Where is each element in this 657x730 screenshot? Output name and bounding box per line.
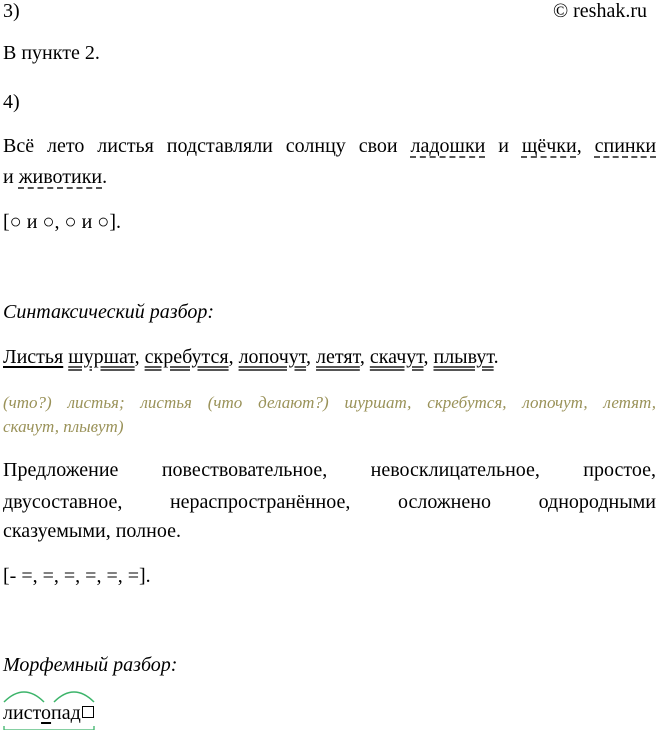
- comma: ,: [134, 346, 145, 368]
- syntax-heading: Синтаксический разбор:: [3, 301, 215, 323]
- homogeneous-object: щёчки: [521, 135, 577, 157]
- root-arc: [4, 692, 44, 702]
- watermark: © reshak.ru: [552, 0, 647, 22]
- comma: ,: [228, 346, 239, 368]
- item4-scheme: [○ и ○, ○ и ○].: [3, 211, 122, 233]
- stem-bracket: [4, 726, 94, 730]
- root-arc: [54, 692, 94, 702]
- conjunction: и: [3, 166, 19, 188]
- item4-number: 4): [3, 91, 20, 113]
- predicate-word: летят: [316, 346, 360, 368]
- connecting-vowel: о: [41, 702, 52, 724]
- sentence-line-1: [3, 133, 656, 159]
- homogeneous-object: животики: [18, 166, 103, 188]
- sentence-text: Всё лето листья подставляли солнцу свои: [3, 135, 411, 157]
- homogeneous-object: спинки: [594, 135, 657, 157]
- predicate-word: лопочут: [238, 346, 307, 368]
- subject-word: Листья: [3, 346, 64, 368]
- questions-line-2: скачут, плывут): [3, 417, 124, 436]
- questions-line-1: (что?) листья; листья (что делают?) шуршат, скребутся, лопочут, летят,: [3, 393, 656, 412]
- comma: ,: [576, 135, 595, 157]
- analyzed-sentence: [3, 344, 499, 370]
- root-1: лист: [3, 702, 42, 724]
- predicate-word: скребутся: [144, 346, 229, 368]
- morpheme-marks: [3, 686, 123, 726]
- conjunction: и: [485, 135, 522, 157]
- morphemic-word: [3, 700, 94, 726]
- predicate-word: плывут: [433, 346, 494, 368]
- sentence-line-2: [3, 164, 107, 190]
- characteristic-line-1: Предложение повествовательное, невосклицательное, простое,: [3, 459, 656, 481]
- characteristic-line-2: двусоставное, нераспространённое, осложнено однородными: [3, 491, 656, 513]
- morphemic-heading: Морфемный разбор:: [3, 654, 178, 676]
- comma: ,: [359, 346, 370, 368]
- predicate-word: скачут: [369, 346, 424, 368]
- characteristic-line-3: сказуемыми, полное.: [3, 520, 181, 542]
- syntax-scheme: [- =, =, =, =, =, =].: [3, 565, 151, 587]
- root-2: пад: [51, 702, 81, 724]
- sentence-end: .: [493, 346, 499, 368]
- predicate-list: [68, 346, 493, 368]
- item3-text: В пункте 2.: [3, 42, 100, 64]
- task-number: 3): [3, 0, 20, 22]
- comma: ,: [306, 346, 317, 368]
- period: .: [102, 166, 108, 188]
- homogeneous-object: ладошки: [410, 135, 486, 157]
- comma: ,: [423, 346, 434, 368]
- predicate-word: шуршат: [68, 346, 135, 368]
